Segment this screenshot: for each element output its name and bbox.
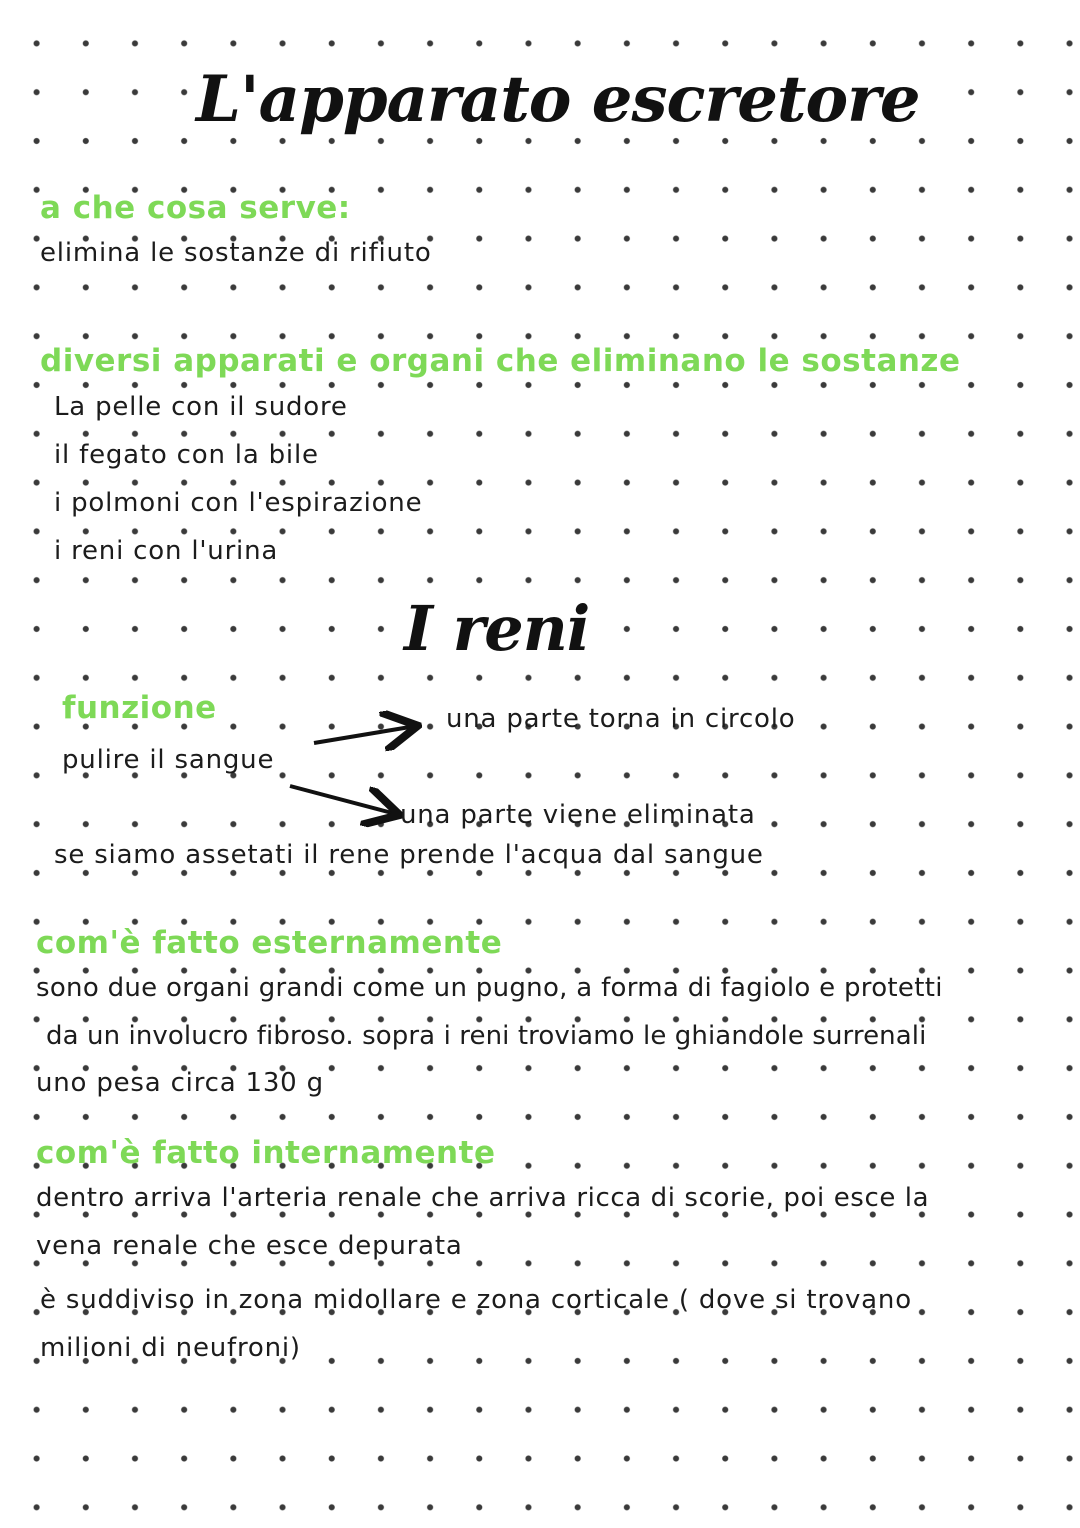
arrow-to-elimination [290, 786, 392, 813]
organ-item: La pelle con il sudore [54, 392, 348, 422]
purpose-heading: a che cosa serve: [40, 190, 351, 226]
purpose-text: elimina le sostanze di rifiuto [40, 238, 432, 268]
organ-item: i polmoni con l'espirazione [54, 488, 423, 518]
organs-heading: diversi apparati e organi che eliminano le sostanze [40, 343, 961, 379]
internal-line: milioni di neufroni) [40, 1333, 301, 1363]
external-line: uno pesa circa 130 g [36, 1068, 324, 1098]
internal-line: è suddiviso in zona midollare e zona corticale ( dove si trovano [40, 1285, 912, 1315]
branch-circulation: una parte torna in circolo [446, 704, 796, 734]
thirst-note: se siamo assetati il rene prende l'acqua dal sangue [54, 840, 764, 870]
function-text: pulire il sangue [62, 745, 275, 775]
organ-item: il fegato con la bile [54, 440, 319, 470]
external-line: da un involucro fibroso. sopra i reni troviamo le ghiandole surrenali [46, 1021, 927, 1051]
kidneys-title: I reni [398, 592, 595, 665]
organ-item: i reni con l'urina [54, 536, 279, 566]
external-heading: com'è fatto esternamente [36, 925, 503, 961]
arrow-to-circulation [314, 727, 410, 743]
branch-elimination: una parte viene eliminata [400, 800, 756, 830]
internal-heading: com'è fatto internamente [36, 1135, 496, 1171]
page-title: L'apparato escretore [190, 62, 926, 137]
internal-line: dentro arriva l'arteria renale che arriva ricca di scorie, poi esce la [36, 1183, 930, 1213]
external-line: sono due organi grandi come un pugno, a forma di fagiolo e protetti [36, 973, 943, 1003]
internal-line: vena renale che esce depurata [36, 1231, 463, 1261]
function-heading: funzione [62, 690, 217, 726]
